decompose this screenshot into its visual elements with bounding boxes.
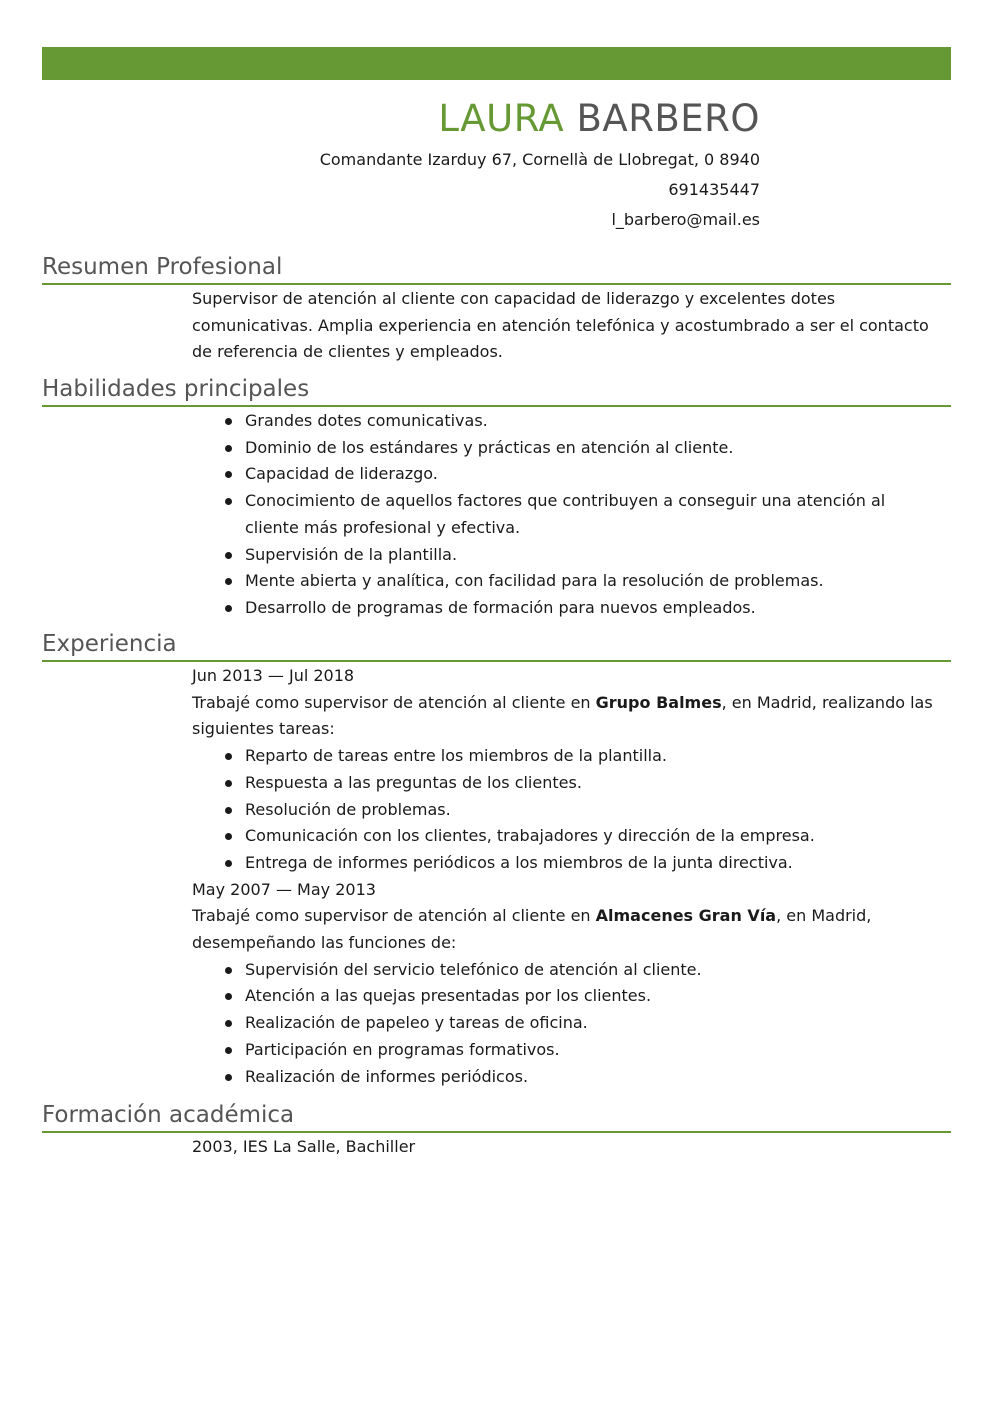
task-list (192, 957, 952, 1091)
list-item: Reparto de tareas entre los miembros de la plantilla. (192, 743, 952, 770)
company-name: Almacenes Gran Vía (595, 906, 777, 926)
last-name: BARBERO (576, 97, 760, 140)
list-item: Supervisión de la plantilla. (192, 542, 952, 569)
job-intro-text: Trabajé como supervisor de atención al cliente en (192, 692, 596, 712)
list-item: Respuesta a las preguntas de los clientes. (192, 770, 952, 797)
job-intro-text: Trabajé como supervisor de atención al cliente en (192, 906, 596, 926)
job-description (192, 690, 952, 743)
task-list (192, 743, 952, 877)
header-color-bar (42, 47, 951, 80)
summary-text: Supervisor de atención al cliente con capacidad de liderazgo y excelentes dotes comunicativas. Amplia experiencia en atención telefónica y acostumbrado a ser el contacto de referencia de clientes y empleados. (192, 289, 929, 362)
list-item: Desarrollo de programas de formación para nuevos empleados. (192, 595, 952, 622)
job-intro-text: , en Madrid, desempeñando las funciones de: (192, 906, 872, 953)
list-item: Participación en programas formativos. (192, 1037, 952, 1064)
job-intro-text: , en Madrid, realizando las siguientes tareas: (192, 692, 933, 739)
candidate-name (0, 96, 760, 142)
list-item: Supervisión del servicio telefónico de atención al cliente. (192, 957, 952, 984)
list-item: Entrega de informes periódicos a los miembros de la junta directiva. (192, 850, 952, 877)
company-name: Grupo Balmes (595, 692, 722, 712)
list-item: Atención a las quejas presentadas por los clientes. (192, 983, 952, 1010)
section-title-summary: Resumen Profesional (42, 252, 951, 285)
list-item: Dominio de los estándares y prácticas en atención al cliente. (192, 435, 952, 462)
first-name: LAURA (438, 97, 565, 140)
education-entry: 2003, IES La Salle, Bachiller (192, 1137, 416, 1156)
summary-section (192, 286, 952, 366)
section-title-experience: Experiencia (42, 629, 951, 662)
job-description (192, 903, 952, 956)
job-dates: Jun 2013 — Jul 2018 (192, 666, 355, 685)
skills-section (192, 408, 952, 622)
section-title-skills: Habilidades principales (42, 374, 951, 407)
job-dates: May 2007 — May 2013 (192, 879, 376, 899)
email: l_barbero@mail.es (611, 210, 760, 229)
address: Comandante Izarduy 67, Cornellà de Llobregat, 0 8940 (319, 150, 760, 169)
list-item: Mente abierta y analítica, con facilidad para la resolución de problemas. (192, 568, 952, 595)
education-section (192, 1134, 952, 1161)
list-item: Realización de papeleo y tareas de oficina. (192, 1010, 952, 1037)
list-item: Conocimiento de aquellos factores que contribuyen a conseguir una atención al cliente más profesional y efectiva. (192, 488, 952, 541)
list-item: Resolución de problemas. (192, 797, 952, 824)
skills-list (192, 408, 952, 622)
list-item: Realización de informes periódicos. (192, 1064, 952, 1091)
section-title-education: Formación académica (42, 1100, 951, 1133)
list-item: Grandes dotes comunicativas. (192, 408, 952, 435)
list-item: Comunicación con los clientes, trabajadores y dirección de la empresa. (192, 823, 952, 850)
list-item: Capacidad de liderazgo. (192, 461, 952, 488)
phone: 691435447 (668, 180, 760, 199)
experience-section (192, 663, 952, 1090)
